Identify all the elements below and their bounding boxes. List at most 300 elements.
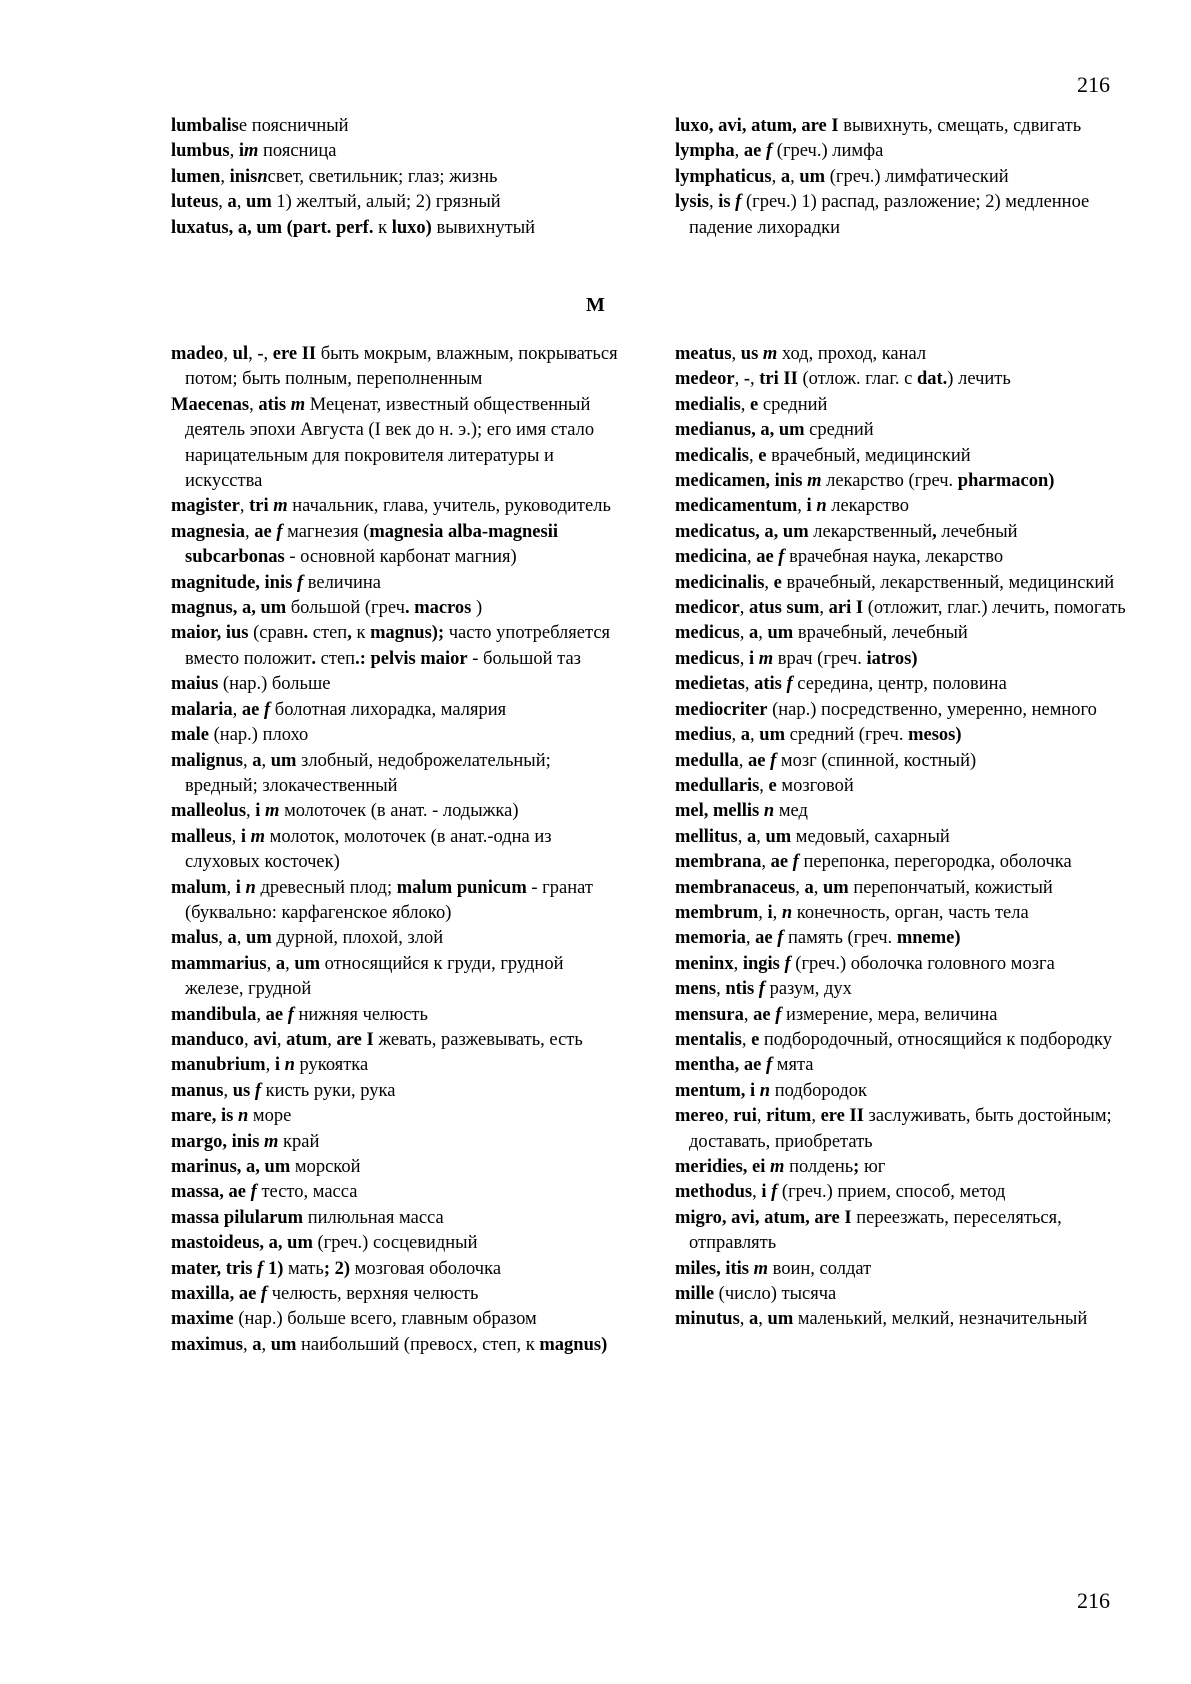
entry-term: lumbus (171, 141, 230, 162)
entry-term: ari I (828, 598, 864, 619)
dictionary-entry (675, 494, 1130, 519)
dictionary-entry (171, 1333, 626, 1358)
entry-term: lysis (675, 192, 709, 213)
entry-term: luxatus, a, um (part. perf. (171, 217, 374, 238)
entry-term: a (780, 166, 791, 187)
entry-text: , (245, 521, 255, 542)
entry-text: , (266, 953, 276, 974)
entry-term: medicina (675, 547, 747, 568)
entry-term: f (770, 750, 777, 771)
column-top-left (171, 114, 626, 241)
entry-term: iatros) (866, 648, 918, 669)
dictionary-entry (675, 621, 1130, 646)
entry-term: malleolus (171, 801, 247, 822)
entry-term: .: pelvis maior (355, 648, 468, 669)
entry-term: f (792, 852, 799, 873)
entry-text: тесто, масса (256, 1182, 358, 1203)
entry-text: врачебный, лекарственный, медицинский (781, 572, 1115, 593)
entry-term: i (240, 826, 247, 847)
dictionary-entry (675, 647, 1130, 672)
entry-term: malum punicum (396, 877, 527, 898)
entry-text: (нар.) посредственно, умеренно, немного (767, 699, 1097, 720)
dictionary-entry (675, 139, 1130, 164)
entry-term: avi (253, 1029, 277, 1050)
entry-text: (греч.) оболочка головного мозга (790, 953, 1055, 974)
entry-term: e (751, 1029, 760, 1050)
entry-text: пилюльная масса (303, 1207, 444, 1228)
entry-text: , (740, 394, 751, 415)
entry-text: молоточек (в анат. - лодыжка) (279, 801, 519, 822)
entry-text: , (739, 648, 749, 669)
entry-term: um (246, 192, 272, 213)
entry-text: врач (греч. (773, 648, 867, 669)
entry-term: i (749, 648, 755, 669)
entry-term: mentalis (675, 1029, 742, 1050)
entry-term: f (287, 1004, 294, 1025)
entry-term: a (227, 928, 237, 949)
entry-text: , (764, 572, 774, 593)
entry-term: medulla (675, 750, 739, 771)
entry-term: i (238, 141, 245, 162)
entry-term: methodus (675, 1182, 753, 1203)
entry-text: , (749, 445, 759, 466)
dictionary-entry (675, 850, 1130, 875)
dictionary-entry (675, 190, 1130, 241)
entry-text: , (739, 1309, 750, 1330)
dictionary-entry (171, 1231, 626, 1256)
entry-text: степ (312, 623, 348, 644)
dictionary-entry (171, 672, 626, 697)
entry-term: lumen (171, 166, 221, 187)
entry-term: a (749, 623, 759, 644)
dictionary-entry (675, 799, 1130, 824)
entry-term: ingis (742, 953, 780, 974)
dictionary-entry (171, 1028, 626, 1053)
entry-text: , (758, 623, 768, 644)
entry-term: n (284, 1055, 295, 1076)
dictionary-entry (675, 1180, 1130, 1205)
entry-term: f (250, 1182, 257, 1203)
entry-term: magnitude, inis (171, 572, 293, 593)
entry-text: - большой таз (467, 648, 581, 669)
entry-term: i (274, 1055, 280, 1076)
entry-text: , (745, 928, 756, 949)
dictionary-entry (675, 977, 1130, 1002)
entry-term: um (246, 928, 272, 949)
entry-text: , (236, 928, 247, 949)
entry-text: ) лечить (947, 369, 1011, 390)
entry-text: средний (804, 420, 874, 441)
entry-term: membrana (675, 852, 762, 873)
entry-term: mentha, ae (675, 1055, 762, 1076)
entry-text: , (741, 1029, 752, 1050)
dictionary-entry (171, 494, 626, 519)
entry-text: рукоятка (294, 1055, 369, 1076)
entry-text: ) (471, 598, 483, 619)
entry-term: ; 2) (323, 1258, 351, 1279)
dictionary-entry (675, 165, 1130, 190)
entry-term: a (227, 192, 237, 213)
dictionary-entry (171, 825, 626, 876)
entry-term: um (767, 1309, 794, 1330)
entry-text: (число) тысяча (714, 1284, 837, 1305)
entry-term: n (763, 801, 775, 822)
entry-text: 1) желтый, алый; 2) грязный (271, 192, 501, 213)
entry-text: , (242, 750, 253, 771)
dictionary-entry (675, 825, 1130, 850)
entry-text: воин, солдат (768, 1258, 872, 1279)
entry-text: , (756, 826, 766, 847)
entry-term: e (773, 572, 782, 593)
entry-text: врачебный, лечебный (793, 623, 968, 644)
entry-term: um (270, 750, 297, 771)
entry-term: ul (232, 344, 249, 364)
entry-text: , (758, 1309, 768, 1330)
entry-text: память (греч. (783, 928, 897, 949)
column-bottom-right (675, 342, 1130, 1333)
entry-text: челюсть, верхняя челюсть (267, 1284, 479, 1305)
entry-text: , (731, 725, 741, 746)
entry-term: i (767, 902, 773, 923)
entry-text: , (759, 775, 769, 796)
entry-text: (греч.) сосцевидный (312, 1233, 478, 1254)
entry-text: начальник, глава, учитель, руководитель (287, 496, 611, 517)
entry-text: дурной, плохой, злой (271, 928, 444, 949)
entry-term: f (296, 572, 304, 593)
entry-text: поясница (258, 141, 337, 162)
entry-term: medietas (675, 674, 745, 695)
entry-term: mille (675, 1284, 715, 1305)
entry-term: pharmacon) (957, 471, 1055, 492)
dictionary-entry (171, 342, 626, 393)
entry-text: , (218, 192, 228, 213)
entry-term: ritum (766, 1106, 812, 1127)
entry-term: tri II (759, 369, 798, 390)
entry-text: магнезия ( (282, 521, 370, 542)
entry-term: manduco (171, 1029, 244, 1050)
entry-text: древесный плод; (255, 877, 397, 898)
entry-term: malaria (171, 699, 233, 720)
entry-term: mens (675, 979, 717, 1000)
dictionary-entry (675, 1206, 1130, 1257)
entry-text: , (276, 1029, 287, 1050)
entry-text: , (285, 953, 295, 974)
entry-text: степ (320, 648, 356, 669)
entry-term: atis (754, 674, 782, 695)
entry-text: свет, светильник; глаз; жизнь (267, 166, 498, 187)
dictionary-entry (171, 1053, 626, 1078)
entry-term: ae (755, 928, 773, 949)
entry-term: mesos) (908, 725, 962, 746)
entry-term: ae (743, 141, 762, 162)
dictionary-entry (171, 1079, 626, 1104)
column-top-right (675, 114, 1130, 241)
entry-term: i (761, 1182, 767, 1203)
entry-text: большой (греч (286, 598, 405, 619)
entry-text: морской (290, 1157, 361, 1177)
dictionary-entry (171, 1003, 626, 1028)
dictionary-entry (675, 418, 1130, 443)
entry-term: a (252, 750, 262, 771)
entry-text: , (819, 598, 829, 619)
entry-text: , (242, 1334, 253, 1355)
entry-term: medicus (675, 648, 740, 669)
entry-term: f (775, 1004, 782, 1025)
entry-term: f (771, 1182, 778, 1203)
entry-text: край (278, 1131, 320, 1152)
entry-term: rui (733, 1106, 757, 1127)
entry-text: , (790, 166, 800, 187)
entry-text: , (244, 1029, 254, 1050)
entry-term: membranaceus (675, 877, 796, 898)
entry-text: , (761, 852, 771, 873)
entry-term: us (740, 344, 759, 364)
entry-term: maxime (171, 1309, 234, 1330)
entry-term: n (781, 902, 793, 923)
entry-term: mentum, i (675, 1080, 756, 1101)
entry-text: вывихнуть, смещать, сдвигать (838, 116, 1082, 136)
entry-term: a (804, 877, 814, 898)
entry-term: Maecenas (171, 394, 250, 415)
entry-term: malus (171, 928, 219, 949)
entry-term: malignus (171, 750, 243, 771)
entry-text: , (220, 166, 230, 187)
entry-term: f (257, 1258, 264, 1279)
entry-term: medeor (675, 369, 735, 390)
entry-text: , (738, 750, 748, 771)
entry-text: , (772, 902, 782, 923)
entry-term: dat. (916, 369, 948, 390)
entry-term: lumbalis (171, 116, 239, 136)
entry-term: n (759, 1080, 771, 1101)
dictionary-entry (171, 1130, 626, 1155)
entry-term: minutus (675, 1309, 740, 1330)
entry-text: подбородок (770, 1080, 868, 1101)
entry-term: . (303, 623, 313, 644)
entry-term: - (743, 369, 751, 390)
entry-term: f (786, 674, 793, 695)
entry-text: быть мокрым, влажным, покрываться потом; быть полным, переполненным (185, 344, 618, 390)
entry-text: наибольший (превосх, степ, к (296, 1334, 540, 1355)
entry-text: (греч.) 1) распад, разложение; 2) медленное падение лихорадки (689, 192, 1090, 238)
entry-term: ae (747, 750, 766, 771)
entry-term: e (758, 445, 767, 466)
entry-term: mater, tris (171, 1258, 253, 1279)
entry-text: (отлож. глаг. с (797, 369, 917, 390)
entry-term: maxilla, ae (171, 1284, 257, 1305)
entry-text: , (218, 928, 228, 949)
entry-term: mellitus (675, 826, 738, 847)
entry-text: подбородочный, относящийся к подбородку (759, 1029, 1113, 1050)
dictionary-entry (675, 520, 1130, 545)
entry-text: , (231, 826, 241, 847)
entry-term: memoria (675, 928, 746, 949)
entry-term: 1) (267, 1258, 284, 1279)
dictionary-entry (171, 1206, 626, 1231)
dictionary-entry (171, 1155, 626, 1180)
entry-term: medicus (675, 623, 740, 644)
dictionary-entry (675, 1307, 1130, 1332)
entry-term: magnus) (539, 1334, 608, 1355)
dictionary-entry (171, 165, 626, 190)
entry-text: , (246, 801, 256, 822)
entry-text: лекарство (греч. (821, 471, 958, 492)
entry-term: medicinalis (675, 572, 765, 593)
entry-text: , (248, 344, 258, 364)
entry-term: mare, is (171, 1106, 234, 1127)
entry-text: , (737, 826, 747, 847)
entry-term: ere II (820, 1106, 864, 1127)
entry-term: medullaris (675, 775, 760, 796)
entry-text: , (731, 344, 741, 364)
entry-text: , (229, 141, 239, 162)
entry-term: marinus, a, um (171, 1157, 291, 1177)
entry-text: , (236, 192, 247, 213)
dictionary-entry (675, 1079, 1130, 1104)
entry-text: e поясничный (238, 116, 349, 136)
entry-term: um (270, 1334, 297, 1355)
entry-text: (греч.) лимфатический (825, 166, 1009, 187)
dictionary-entry (171, 190, 626, 215)
entry-term: membrum (675, 902, 759, 923)
entry-term: f (735, 192, 742, 213)
entry-term: magnus); (370, 623, 445, 644)
entry-term: ae (265, 1004, 284, 1025)
entry-text: , (734, 369, 744, 390)
entry-text: полдень (784, 1157, 854, 1177)
entry-term: lympha (675, 141, 735, 162)
entry-term: e (750, 394, 759, 415)
entry-term: medialis (675, 394, 741, 415)
entry-text: вывихнутый (431, 217, 536, 238)
entry-term: i (806, 496, 812, 517)
entry-term: ; (853, 1157, 860, 1177)
entry-term: um (822, 877, 849, 898)
entry-term: , (347, 623, 357, 644)
entry-term: n (237, 1106, 249, 1127)
entry-text: , (261, 750, 271, 771)
dictionary-entry (675, 1003, 1130, 1028)
entry-text: (нар.) больше (218, 674, 331, 695)
entry-term: manubrium (171, 1055, 266, 1076)
dictionary-entry (675, 469, 1130, 494)
dictionary-entry (675, 723, 1130, 748)
entry-term: m (265, 801, 280, 822)
entry-term: m (770, 1157, 785, 1177)
dictionary-entry (171, 749, 626, 800)
dictionary-entry (171, 926, 626, 951)
entry-text: , (223, 344, 233, 364)
entry-text: , (249, 394, 259, 415)
entry-term: are I (336, 1029, 374, 1050)
dictionary-entry (675, 444, 1130, 469)
entry-term: luteus (171, 192, 219, 213)
dictionary-entry (675, 698, 1130, 723)
entry-term: . (311, 648, 321, 669)
entry-text: лекарственный (808, 521, 933, 542)
entry-text: , (739, 623, 749, 644)
dictionary-entry (675, 571, 1130, 596)
entry-term: a (749, 1309, 759, 1330)
entry-term: m (758, 648, 774, 669)
entry-term: atum (286, 1029, 328, 1050)
dictionary-entry (675, 876, 1130, 901)
entry-text: , (739, 598, 749, 619)
entry-term: mammarius (171, 953, 267, 974)
entry-term: um (767, 623, 794, 644)
entry-term: ae (770, 852, 789, 873)
entry-term: m (264, 1131, 279, 1152)
entry-text: (греч.) лимфа (772, 141, 884, 162)
entry-term: f (276, 521, 283, 542)
entry-text: мозговой (776, 775, 854, 796)
entry-term: luxo, avi, atum, are I (675, 116, 839, 136)
entry-term: n (816, 496, 827, 517)
entry-text: маленький, мелкий, незначительный (793, 1309, 1088, 1330)
dictionary-entry (171, 1282, 626, 1307)
dictionary-entry (675, 749, 1130, 774)
entry-term: m (250, 826, 266, 847)
entry-term: atus sum (748, 598, 820, 619)
entry-text: , (734, 141, 744, 162)
entry-text: часто употребляется вместо положит (185, 623, 611, 669)
dictionary-entry (171, 952, 626, 1003)
entry-text: мята (772, 1055, 814, 1076)
entry-term: medicamentum (675, 496, 798, 517)
entry-term: i (255, 801, 261, 822)
dictionary-entry (675, 1028, 1130, 1053)
entry-text: , (743, 1004, 754, 1025)
entry-term: um (799, 166, 826, 187)
entry-text: , (771, 166, 781, 187)
entry-text: средний (758, 394, 828, 415)
dictionary-entry (171, 114, 626, 139)
entry-term: manus (171, 1080, 224, 1101)
entry-text: (греч.) прием, способ, метод (777, 1182, 1006, 1203)
entry-term: . macros (404, 598, 472, 619)
entry-text: , (811, 1106, 821, 1127)
entry-text: - основной карбонат магния) (284, 547, 517, 568)
entry-term: f (254, 1080, 261, 1101)
entry-text: , (256, 1004, 266, 1025)
entry-term: m (807, 471, 822, 492)
page-number-top: 216 (1077, 72, 1110, 97)
entry-term: luxo) (391, 217, 432, 238)
entry-text: , (327, 1029, 337, 1050)
entry-text: , (758, 902, 768, 923)
entry-term: inis (229, 166, 258, 187)
entry-term: atis (258, 394, 287, 415)
dictionary-entry (675, 672, 1130, 697)
entry-term: f (264, 699, 271, 720)
entry-term: malum (171, 877, 227, 898)
entry-term: f (765, 1055, 773, 1076)
dictionary-entry (675, 1104, 1130, 1155)
entry-term: male (171, 725, 210, 746)
dictionary-entry (171, 1307, 626, 1332)
entry-term: f (765, 141, 773, 162)
entry-text: ход, проход, канал (777, 344, 927, 364)
entry-text: Меценат, известный общественный деятель эпохи Августа (I век до н. э.); его имя стало нарицательным для покровителя литературы и искусства (185, 394, 595, 492)
dictionary-entry (675, 114, 1130, 139)
entry-term: is (718, 192, 731, 213)
entry-term: , (932, 521, 937, 542)
entry-text: , (750, 369, 760, 390)
entry-text: разум, дух (764, 979, 852, 1000)
entry-text: (нар.) больше всего, главным образом (233, 1309, 537, 1330)
entry-text: , (746, 547, 757, 568)
dictionary-entry (675, 926, 1130, 951)
